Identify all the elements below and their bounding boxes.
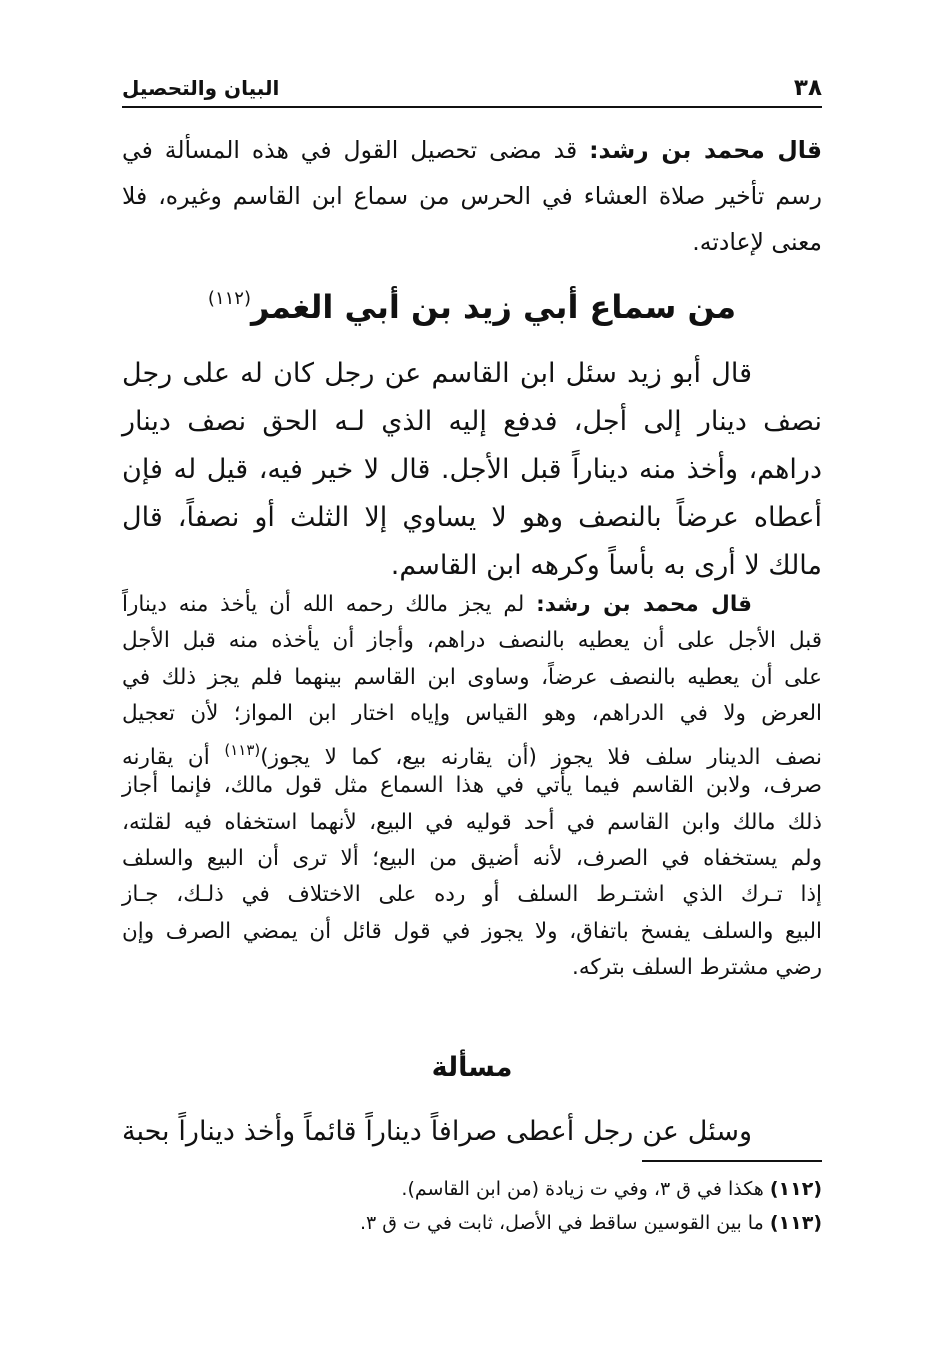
text-line: قال محمد بن رشد: لم يجز مالك رحمه الله أن يأخذ منه ديناراً: [122, 592, 752, 617]
footnotes: [122, 1172, 822, 1240]
masala-heading: مسألة: [431, 1052, 513, 1083]
text-line: قبل الأجل على أن يعطيه بالنصف دراهم، وأجاز أن يأخذه منه قبل الأجل: [122, 628, 822, 654]
footnote-divider: [642, 1160, 822, 1162]
text-line: معنى لإعادته.: [692, 228, 822, 256]
text-line: وسئل عن رجل أعطى صرافاً ديناراً قائماً وأخذ ديناراً بحبة: [122, 1116, 752, 1147]
text-line: رضي مشترط السلف بتركه.: [571, 954, 822, 980]
footnote: (١١٢) هكذا في ق ٣، وفي ت زيادة (من ابن القاسم).: [401, 1178, 822, 1200]
footnote-ref: (١١٢): [207, 288, 251, 309]
commentary-paragraph-2: [122, 587, 822, 986]
text-line: ولم يستخفاه في الصرف، لأنه أضيق من البيع؛ ألا ترى أن البيع والسلف: [122, 846, 822, 872]
text-line: رسم تأخير صلاة العشاء في الحرس من سماع ابن القاسم وغيره، فلا: [122, 182, 822, 210]
text-line: مالك لا أرى به بأساً وكرهه ابن القاسم.: [390, 550, 822, 581]
text-line: صرف، ولابن القاسم فيما يأتي في هذا السماع مثل قول مالك، فإنما أجاز: [122, 773, 822, 799]
text-line: ذلك مالك وابن القاسم في أحد قوليه في البيع، لأنهما استخفاه فيه لقلته،: [122, 809, 822, 835]
narration-paragraph: [122, 350, 822, 590]
text-line: البيع والسلف يفسخ باتفاق، ولا يجوز في قول قائل أن يمضي الصرف وإن: [122, 918, 822, 944]
text-line: العرض ولا في الدراهم، وهو القياس وإياه اختار ابن المواز؛ لأن تعجيل: [122, 700, 822, 726]
text-line: دراهم، وأخذ منه ديناراً قبل الأجل. قال لا خير فيه، قيل له فإن: [122, 454, 822, 485]
question-paragraph: [122, 1108, 822, 1156]
speaker-lead: قال محمد بن رشد:: [536, 592, 752, 617]
page-number: ٣٨: [793, 75, 822, 101]
running-title: البيان والتحصيل: [122, 76, 280, 100]
footnote-ref: (١١٣): [224, 741, 261, 760]
text-line: قال محمد بن رشد: قد مضى تحصيل القول في هذه المسألة في: [122, 136, 822, 164]
text-line: نصف دينار إلى أجل، فدفع إليه الذي لـه الحق نصف دينار: [122, 406, 822, 437]
speaker-lead: قال محمد بن رشد:: [589, 136, 822, 164]
text-line: قال أبو زيد سئل ابن القاسم عن رجل كان له على رجل: [122, 358, 752, 389]
section-heading: من سماع أبي زيد بن أبي الغمر$^{(١١٢)}$: [207, 288, 737, 326]
commentary-paragraph-1: [122, 127, 822, 265]
page-header: [122, 70, 822, 108]
text-line: إذا تـرك الذي اشتـرط السلف أو رده على الاختلاف في ذلـك، جـاز: [122, 882, 822, 908]
text-line: أعطاه عرضاً بالنصف وهو لا يساوي إلا الثلث أو نصفاً، قال: [122, 502, 822, 533]
text-line: نصف الدينار سلف فلا يجوز (أن يقارنه بيع، كما لا يجوز)$^{(١١٣)}$ أن يقارنه: [122, 741, 822, 771]
text-line: على أن يعطيه بالنصف عرضاً، وساوى ابن القاسم بينهما فلم يجز ذلك في: [122, 664, 822, 690]
footnote: (١١٣) ما بين القوسين ساقط في الأصل، ثابت في ت ق ٣.: [359, 1212, 822, 1234]
